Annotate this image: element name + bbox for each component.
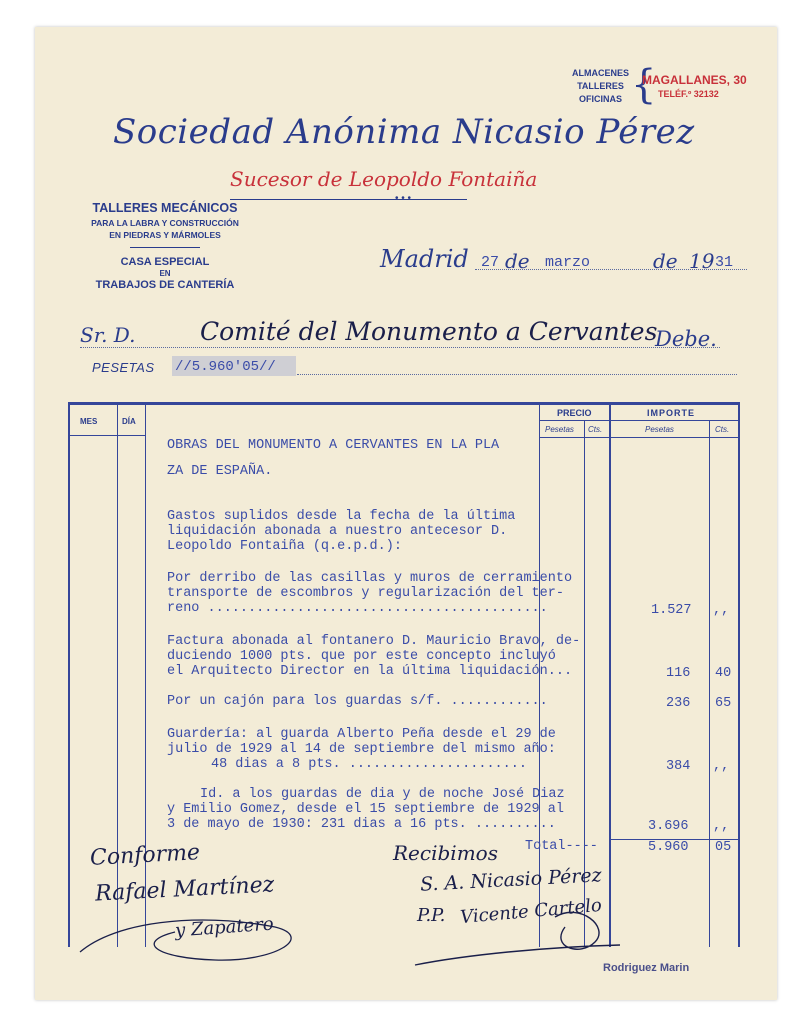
workshop-divider [130,247,200,248]
item3-line1: Por un cajón para los guardas s/f. ............ [167,694,548,709]
special-line2: EN [159,269,171,278]
amount-dotline [297,374,737,375]
conforme-text: Conforme [89,840,201,871]
col-precio: PRECIO [557,408,592,418]
date-de1: de [505,249,530,273]
workshop-block [65,201,265,291]
amount-value: //5.960'05// [175,359,276,375]
intro-line1: Gastos suplidos desde la fecha de la última [167,509,516,524]
item3-cts: 65 [715,696,732,711]
item2-line3: el Arquitecto Director en la última liquidación... [167,664,573,679]
workshop-line1: PARA LA LABRA Y CONSTRUCCIÓN [91,218,239,228]
header-bottom-rule-mes [68,435,146,436]
item1-line3: reno .......................................... [167,601,548,616]
date-month: marzo [545,254,591,271]
item1-pesetas: 1.527 [651,603,692,618]
rodriguez-marin-stamp: Rodriguez Marin [603,962,690,974]
table-left-rule [68,402,70,947]
item4-line3: 48 dias a 8 pts. ...................... [211,757,527,772]
item1-line1: Por derribo de las casillas y muros de cerramiento [167,571,573,586]
header-bottom-rule-precio [539,437,740,438]
item5-line3: 3 de mayo de 1930: 231 dias a 16 pts. .......... [167,817,556,832]
date-year-prefix: 19 [689,249,715,273]
rule-dots: • • • [395,193,412,204]
header-phone: TELÉF.º 32132 [658,89,719,99]
item4-line2: julio de 1929 al 14 de septiembre del mismo año: [167,742,556,757]
pp-text: P.P. [417,905,446,926]
item2-cts: 40 [715,666,732,681]
item5-cts: ,, [713,819,730,834]
header-mid-rule-precio [539,420,740,421]
total-pesetas: 5.960 [648,840,689,855]
header-address: MAGALLANES, 30 [642,73,747,87]
total-cts: 05 [715,840,732,855]
company-signature: S. A. Nicasio Pérez [419,864,603,896]
addressee-dotline [80,347,720,348]
signer1-text: Rafael Martínez [94,872,275,907]
item2-line1: Factura abonada al fontanero D. Mauricio Bravo, de- [167,634,581,649]
col-dia: DÍA [122,417,136,426]
addressee-debe: Debe. [655,327,717,351]
signature-flourish-left [75,902,315,972]
col-importe: IMPORTE [647,408,696,418]
item2-pesetas: 116 [666,666,691,681]
table-right-rule [738,402,740,947]
item4-line1: Guardería: al guarda Alberto Peña desde el 29 de [167,727,556,742]
item5-line1: Id. a los guardas de dia y de noche José Diaz [200,787,565,802]
sub-pesetas: Pesetas [545,425,574,434]
special-line1: CASA ESPECIAL [120,256,210,268]
date-year: 31 [715,254,734,271]
body-title-line2: ZA DE ESPAÑA. [167,464,273,479]
signature-flourish-right [405,907,635,977]
item4-cts: ,, [713,759,730,774]
col-rule-importe-cts [709,420,710,947]
brace-glyph: { [631,62,657,108]
sub-cts: Cts. [588,425,603,434]
sub-pesetas-importe: Pesetas [645,425,674,434]
sub-cts-importe: Cts. [715,425,730,434]
invoice-sheet [35,27,777,1000]
item3-pesetas: 236 [666,696,691,711]
table-top-rule [68,402,740,405]
item2-line2: duciendo 1000 pts. que por este concepto incluyó [167,649,556,664]
workshop-line2: EN PIEDRAS Y MÁRMOLES [109,230,221,240]
successor-line: Sucesor de Leopoldo Fontaiña [230,167,538,191]
location-talleres: TALLERES [577,81,624,91]
item1-cts: ,, [713,603,730,618]
recibimos-text: Recibimos [393,841,498,865]
total-label: Total---- [525,839,598,854]
pp-name: Vicente Cartelo [459,894,603,929]
locations-list [572,67,629,106]
location-almacenes: ALMACENES [572,68,630,78]
item5-pesetas: 3.696 [648,819,689,834]
signer2-text: y Zapatero [174,913,275,942]
workshop-title: TALLERES MECÁNICOS [92,201,238,215]
item1-line2: transporte de escombros y regularización del ter- [167,586,564,601]
addressee-prefix: Sr. D. [80,323,136,347]
col-rule-importe-left [609,402,611,947]
body-title-line1: OBRAS DEL MONUMENTO A CERVANTES EN LA PLA [167,438,500,453]
successor-rule [230,199,467,200]
addressee-name: Comité del Monumento a Cervantes [200,317,658,346]
location-oficinas: OFICINAS [579,94,623,104]
date-de2: de [653,249,678,273]
date-day: 27 [481,254,500,271]
item4-pesetas: 384 [666,759,691,774]
intro-line3: Leopoldo Fontaiña (q.e.p.d.): [167,539,402,554]
intro-line2: liquidación abonada a nuestro antecesor D. [167,524,508,539]
item5-line2: y Emilio Gomez, desde el 15 septiembre de 1929 al [167,802,564,817]
date-city: Madrid [380,245,469,273]
amount-label: PESETAS [92,360,155,375]
company-name: Sociedad Anónima Nicasio Pérez [113,112,695,152]
col-mes: MES [80,417,98,426]
special-line3: TRABAJOS DE CANTERÍA [95,279,235,291]
